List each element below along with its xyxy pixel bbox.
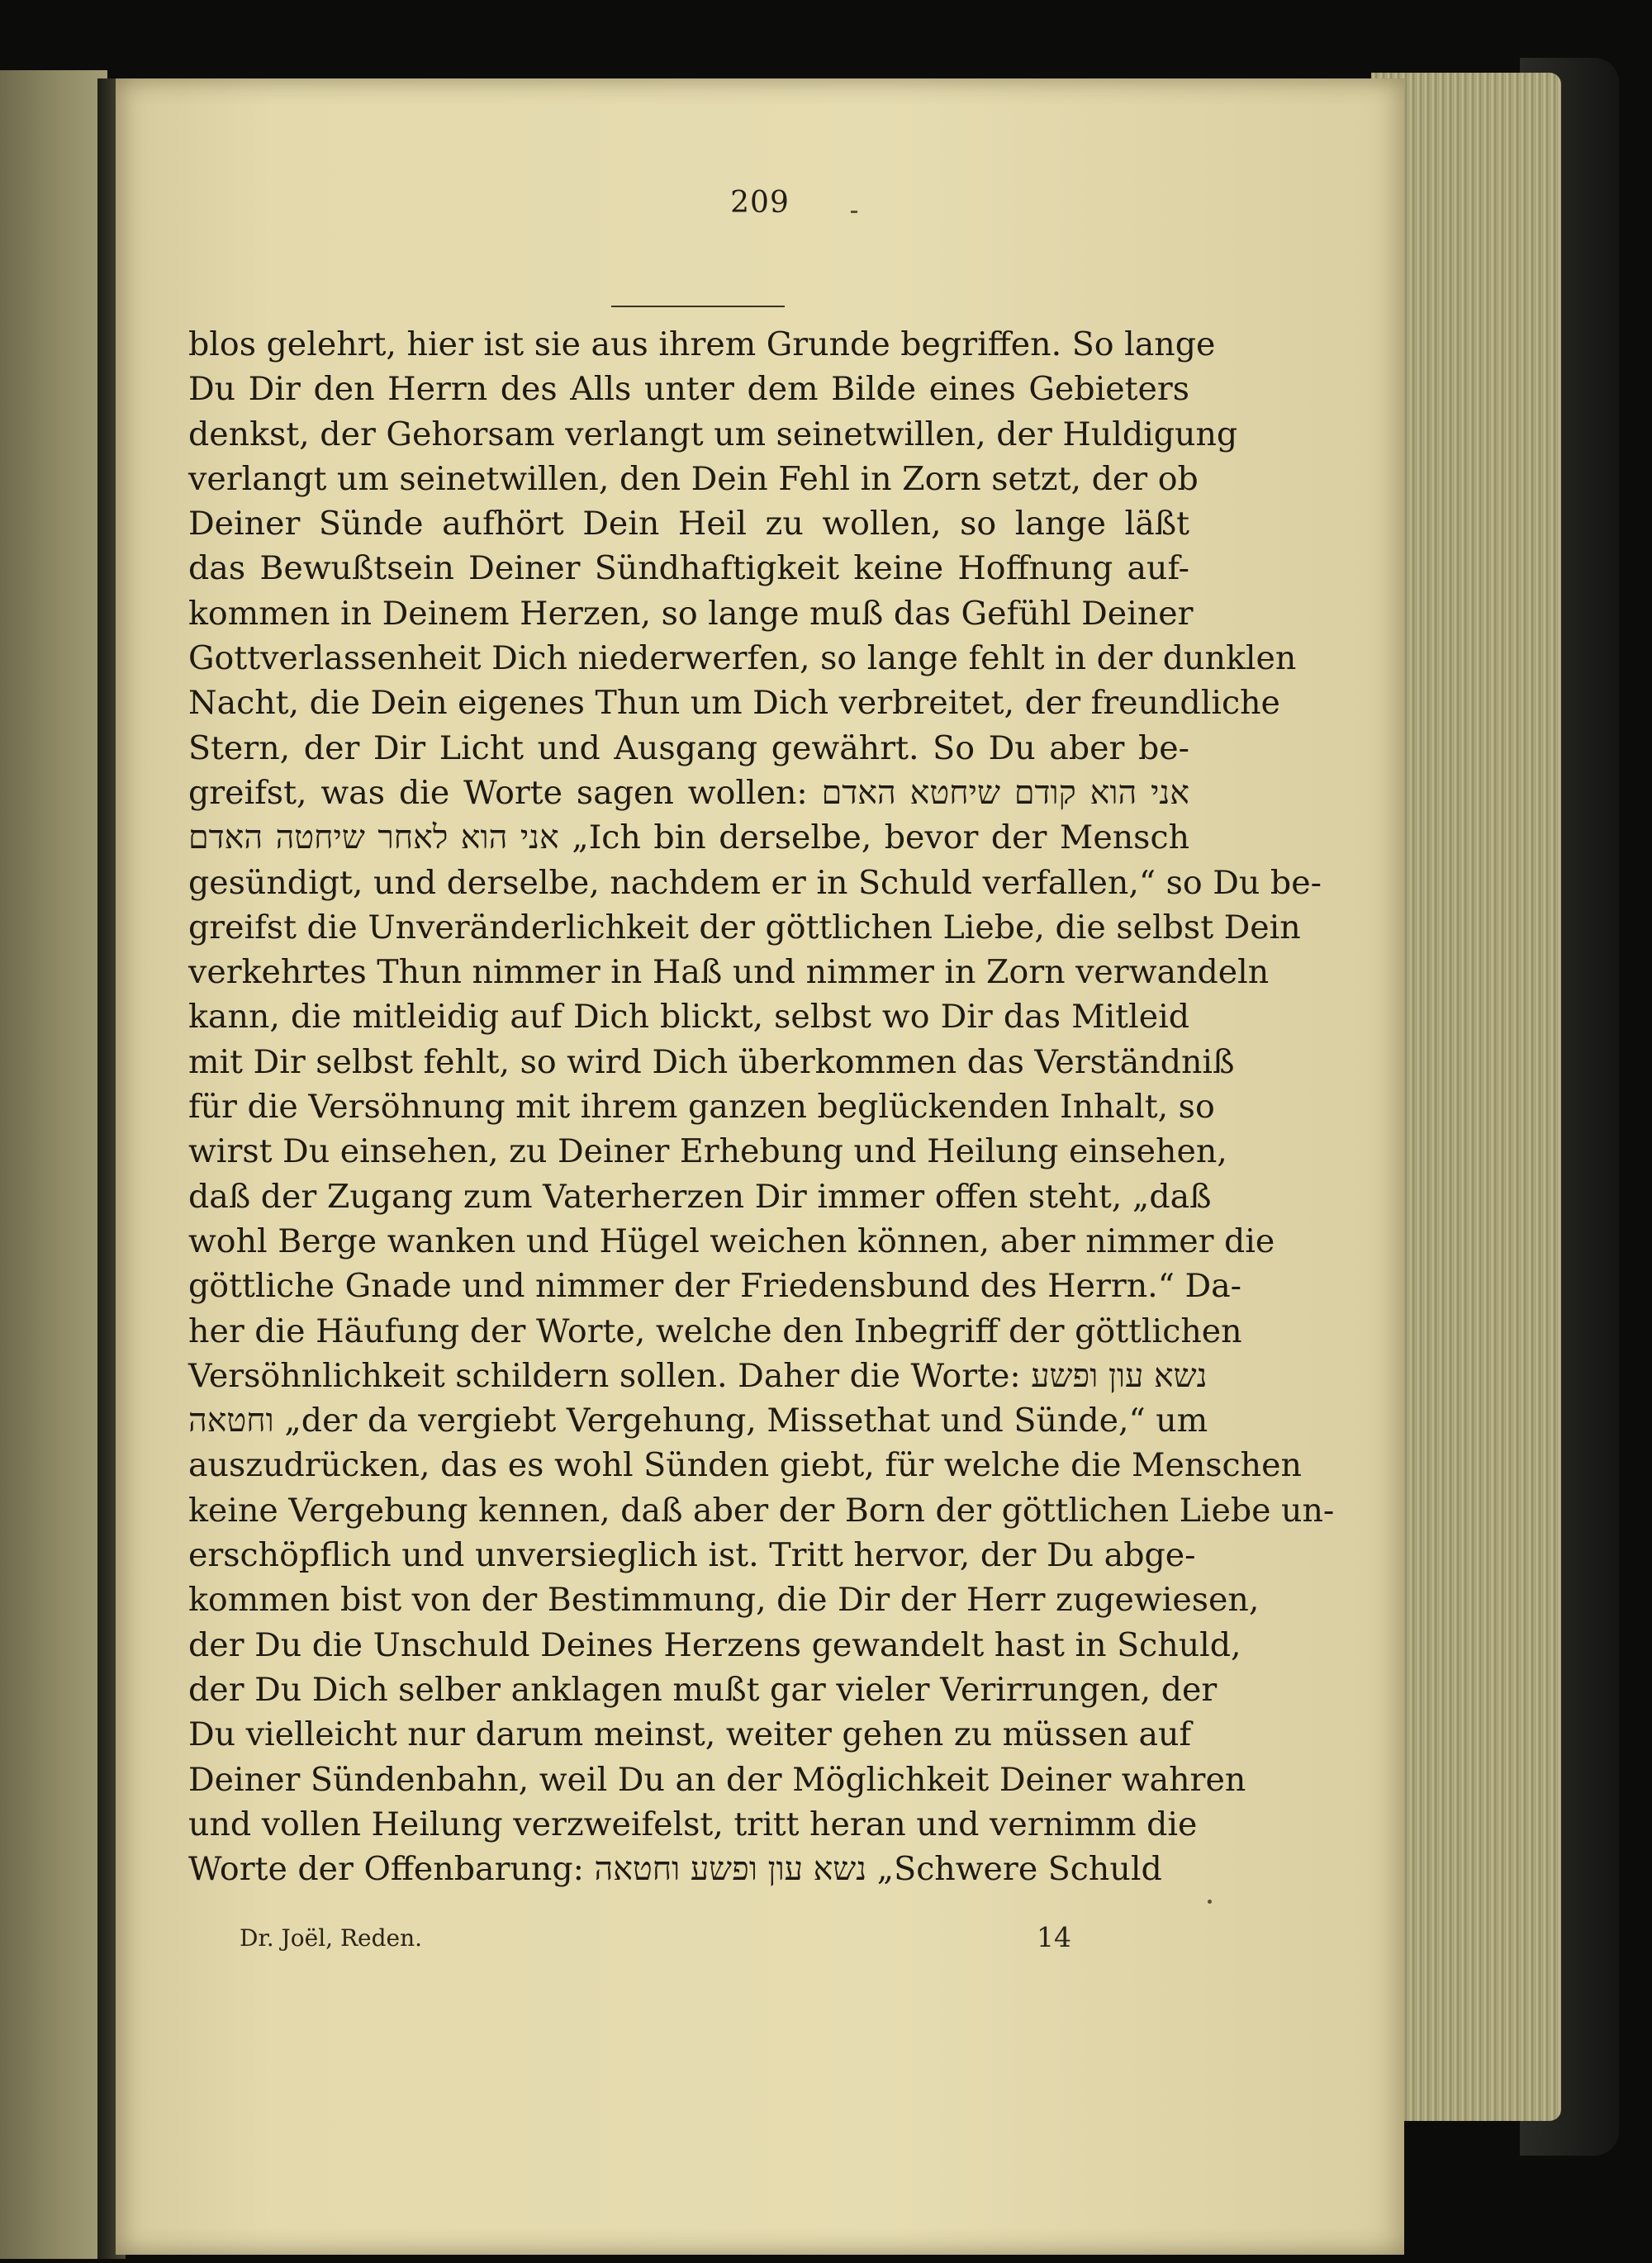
text-line: greifst die Unveränderlichkeit der göttlichen Liebe, die selbst Dein: [188, 908, 1301, 946]
text-line: Deiner Sündenbahn, weil Du an der Möglichkeit Deiner wahren: [188, 1760, 1246, 1799]
page-number: 209: [730, 186, 790, 220]
text-line: erschöpflich und unversieglich ist. Tritt hervor, der Du abge-: [188, 1536, 1196, 1575]
text-line: blos gelehrt, hier ist sie aus ihrem Grunde begriffen. So lange: [188, 325, 1216, 363]
text-line: für die Versöhnung mit ihrem ganzen beglückenden Inhalt, so: [188, 1088, 1215, 1127]
text-line: Gottverlassenheit Dich niederwerfen, so lange fehlt in der dunklen: [188, 639, 1297, 678]
text-line: וחטאה „der da vergiebt Vergehung, Missethat und Sünde,“ um: [188, 1402, 1208, 1440]
text-line: verkehrtes Thun nimmer in Haß und nimmer in Zorn verwandeln: [188, 953, 1270, 992]
text-line: verlangt um seinetwillen, den Dein Fehl in Zorn setzt, der ob: [188, 459, 1199, 498]
text-line: kann, die mitleidig auf Dich blickt, selbst wo Dir das Mitleid: [188, 998, 1189, 1037]
paper-speck: [1208, 1900, 1212, 1904]
text-line: kommen bist von der Bestimmung, die Dir der Herr zugewiesen,: [188, 1581, 1260, 1620]
text-line: wirst Du einsehen, zu Deiner Erhebung und Heilung einsehen,: [188, 1132, 1227, 1171]
text-line: Nacht, die Dein eigenes Thun um Dich verbreitet, der freundliche: [188, 684, 1280, 723]
text-line: Worte der Offenbarung: נשא עון ופשע וחטאה „Schwere Schuld: [188, 1850, 1162, 1889]
text-line: keine Vergebung kennen, daß aber der Born der göttlichen Liebe un-: [188, 1491, 1335, 1530]
text-line: der Du Dich selber anklagen mußt gar vieler Verirrungen, der: [188, 1670, 1218, 1709]
text-line: Stern, der Dir Licht und Ausgang gewährt. So Du aber be-: [188, 728, 1189, 767]
text-line: der Du die Unschuld Deines Herzens gewandelt hast in Schuld,: [188, 1625, 1241, 1664]
text-line: her die Häufung der Worte, welche den Inbegriff der göttlichen: [188, 1312, 1242, 1350]
body-text: [188, 322, 1335, 1891]
text-line: wohl Berge wanken und Hügel weichen können, aber nimmer die: [188, 1222, 1275, 1260]
text-line: denkst, der Gehorsam verlangt um seinetwillen, der Huldigung: [188, 415, 1238, 453]
text-line: gesündigt, und derselbe, nachdem er in Schuld verfallen,“ so Du be-: [188, 863, 1322, 902]
signature-mark: 14: [1037, 1921, 1071, 1953]
signature-line: Dr. Joël, Reden.: [240, 1924, 423, 1952]
text-line: und vollen Heilung verzweifelst, tritt heran und vernimm die: [188, 1805, 1198, 1843]
text-line: kommen in Deinem Herzen, so lange muß das Gefühl Deiner: [188, 594, 1194, 633]
text-line: auszudrücken, das es wohl Sünden giebt, für welche die Menschen: [188, 1446, 1302, 1485]
paper-speck: [851, 211, 857, 213]
text-line: Deiner Sünde aufhört Dein Heil zu wollen, so lange läßt: [188, 505, 1189, 543]
text-line: mit Dir selbst fehlt, so wird Dich überkommen das Verständniß: [188, 1042, 1235, 1081]
text-line: Du Dir den Herrn des Alls unter dem Bilde eines Gebieters: [188, 370, 1189, 409]
text-line: greifst, was die Worte sagen wollen: אני הוא קודם שיחטא האדם: [188, 773, 1189, 812]
text-line: göttliche Gnade und nimmer der Friedensbund des Herrn.“ Da-: [188, 1267, 1242, 1306]
text-line: Versöhnlichkeit schildern sollen. Daher die Worte: נשא עון ופשע: [188, 1356, 1208, 1395]
left-page-edge: [0, 70, 107, 2259]
text-line: אני הוא לאחר שיחטה האדם „Ich bin derselbe, bevor der Mensch: [188, 818, 1190, 857]
text-line: Du vielleicht nur darum meinst, weiter gehen zu müssen auf: [188, 1715, 1192, 1754]
text-line: daß der Zugang zum Vaterherzen Dir immer offen steht, „daß: [188, 1177, 1212, 1216]
header-rule: [611, 306, 785, 307]
text-line: das Bewußtsein Deiner Sündhaftigkeit keine Hoffnung auf-: [188, 549, 1189, 588]
